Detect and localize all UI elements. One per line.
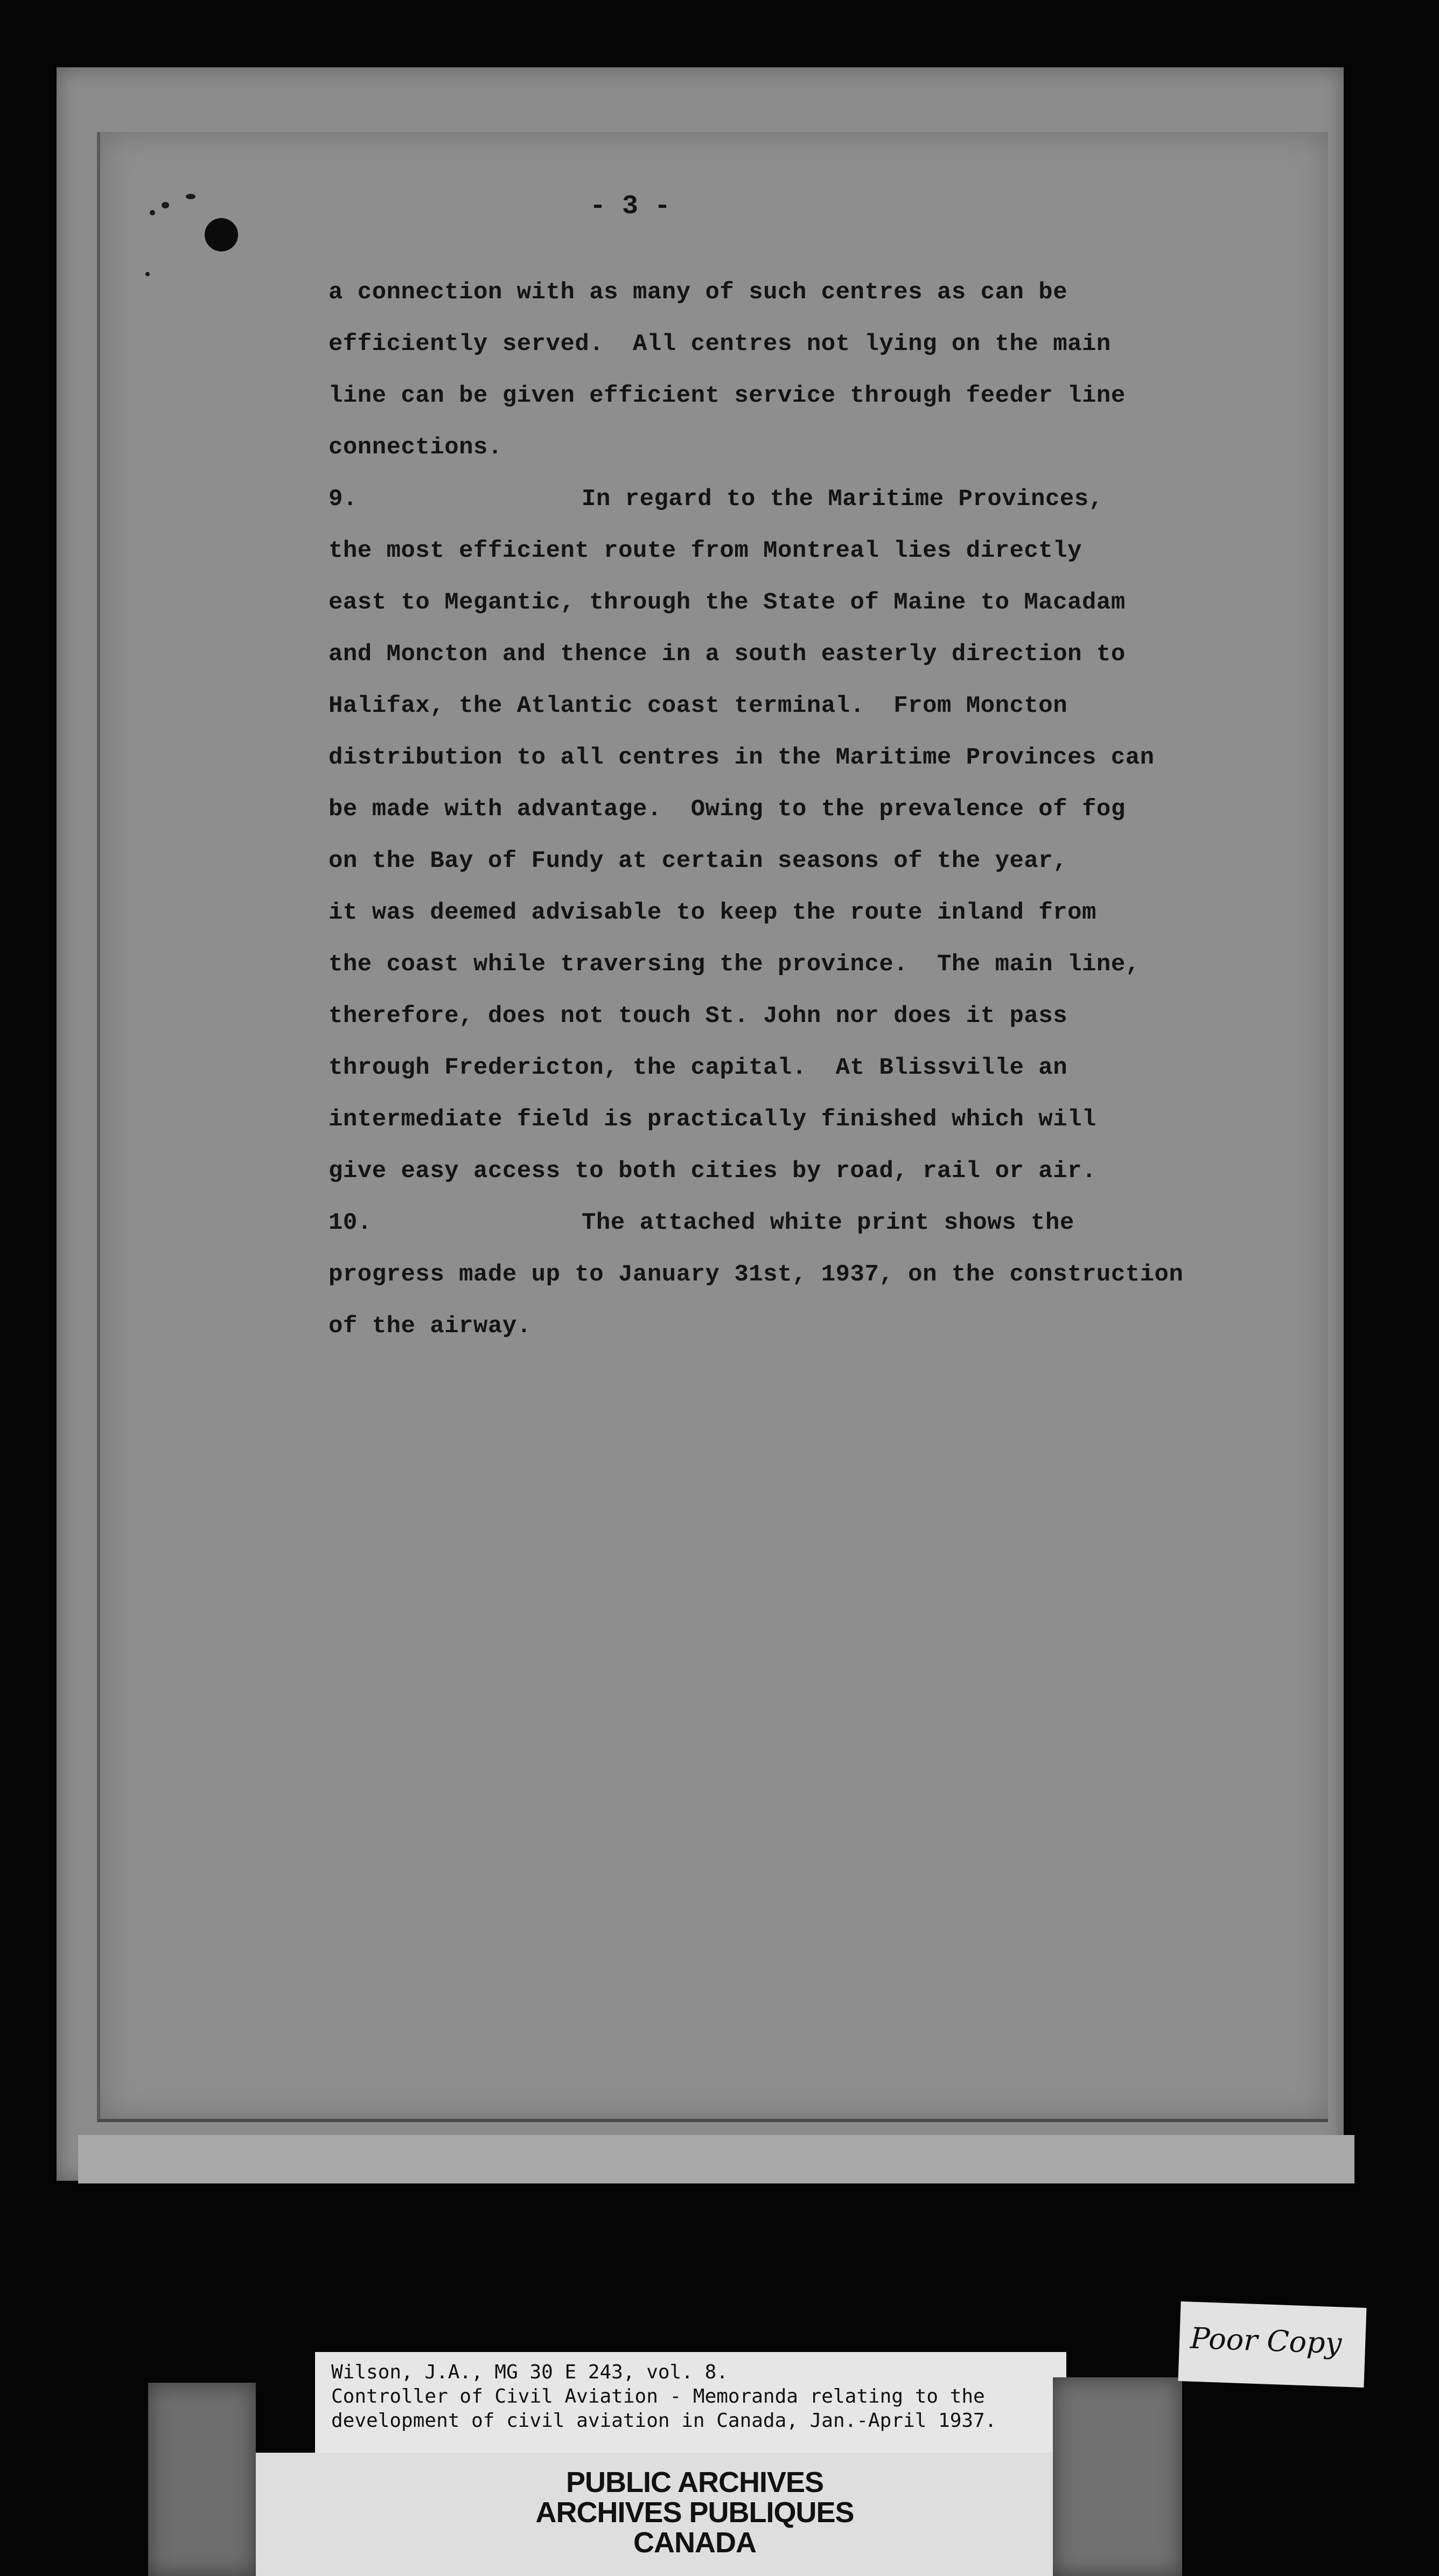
line-text: intermediate field is practically finished which will [329,1106,1096,1133]
page-speck [162,202,169,208]
paragraph-number: 9. [329,486,358,513]
page-speck [186,194,195,199]
text-line [329,628,1276,680]
page-speck [145,272,150,276]
text-line [329,1300,1276,1352]
paragraph-number: 10. [329,1209,372,1236]
text-line [329,835,1276,887]
text-line [329,1145,1276,1197]
text-line [329,680,1276,732]
poor-copy-tag [1178,2301,1367,2388]
line-text: a connection with as many of such centres as can be [329,279,1068,306]
line-text: efficiently served. All centres not lying on the main [329,331,1111,358]
text-line [329,422,1276,473]
reference-label-line: Controller of Civil Aviation - Memoranda relating to the [331,2385,985,2407]
line-text: distribution to all centres in the Maritime Provinces can [329,744,1155,771]
page-bottom-edge [78,2135,1354,2183]
line-text: the most efficient route from Montreal lies directly [329,537,1082,564]
line-text: east to Megantic, through the State of Maine to Macadam [329,589,1126,616]
mount-clip-left [148,2383,256,2576]
line-text: of the airway. [329,1313,532,1340]
line-text: the coast while traversing the province. The main line, [329,951,1140,978]
text-line [329,783,1276,835]
text-line [329,732,1276,783]
text-line [329,318,1276,370]
mount-clip-right [1053,2377,1182,2576]
line-text: connections. [329,434,502,461]
text-line [329,887,1276,939]
archive-stamp-line: ARCHIVES PUBLIQUES [535,2496,854,2529]
text-line [329,939,1276,990]
line-text: line can be given efficient service through feeder line [329,382,1126,409]
text-line [329,1249,1276,1300]
text-line [329,990,1276,1042]
text-line [329,370,1276,422]
text-line [329,473,1276,525]
text-line [329,1042,1276,1094]
memorandum-body [329,267,1276,1352]
reference-label [315,2352,1066,2460]
text-line [329,1094,1276,1145]
line-text: In regard to the Maritime Provinces, [582,486,1103,513]
reference-label-line: development of civil aviation in Canada, Jan.-April 1937. [331,2410,997,2432]
archive-stamp-line: PUBLIC ARCHIVES [565,2466,824,2498]
punch-hole [205,218,238,251]
poor-copy-note: Poor Copy [1190,2321,1343,2361]
archive-stamp-line: CANADA [633,2526,756,2559]
line-text: progress made up to January 31st, 1937, on the construction [329,1261,1184,1288]
line-text: through Fredericton, the capital. At Blissville an [329,1054,1068,1081]
line-text: therefore, does not touch St. John nor does it pass [329,1003,1068,1030]
text-line [329,525,1276,577]
line-text: on the Bay of Fundy at certain seasons of the year, [329,848,1068,874]
line-text: and Moncton and thence in a south easterly direction to [329,641,1126,668]
reference-label-line: Wilson, J.A., MG 30 E 243, vol. 8. [331,2361,728,2383]
line-text: it was deemed advisable to keep the route inland from [329,899,1096,926]
text-line [329,1197,1276,1249]
line-text: be made with advantage. Owing to the prevalence of fog [329,796,1126,823]
archive-stamp [442,2467,948,2558]
line-text: Halifax, the Atlantic coast terminal. From Moncton [329,692,1068,719]
line-text: The attached white print shows the [582,1209,1074,1236]
text-line [329,267,1276,318]
text-line [329,577,1276,628]
page-speck [150,210,155,215]
page-number: - 3 - [589,191,671,222]
line-text: give easy access to both cities by road, rail or air. [329,1158,1096,1185]
